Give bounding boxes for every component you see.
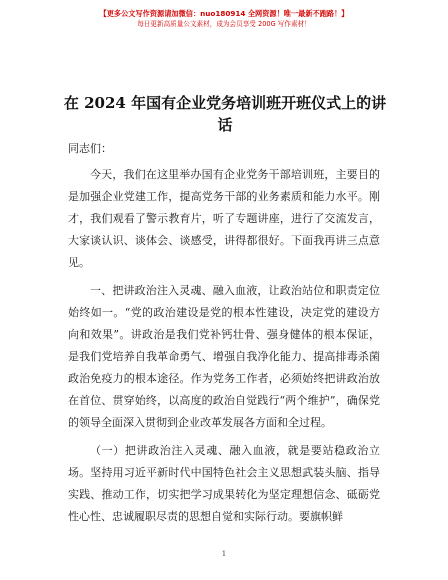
salutation: 同志们：: [68, 142, 112, 155]
promo-banner-line-2: 每日更新高质量公文素材，成为会员享受 200G 写作素材！: [137, 20, 311, 28]
document-title: 在 2024 年国有企业党务培训班开班仪式上的讲话: [63, 94, 387, 134]
promo-banner: [0, 8, 448, 30]
document-body: [68, 138, 380, 534]
paragraph-section-one: 一、把讲政治注入灵魂、融入血液，让政治站位和职责定位始终如一。“党的政治建设是党的根本性建设，决定党的建设方向和效果”。讲政治是我们党补钙壮骨、强身健体的根本保证，是我们党培养自我革命勇气、增强自我净化能力、提高排毒杀菌政治免疫力的根本途径。作为党务工作者，必须始终把讲政治放在首位、贯穿始终，以高度的政治自觉践行“两个维护”，确保党的领导全面深入贯彻到企业改革发展各方面和全过程。: [68, 284, 380, 429]
paragraph-subsection-one: （一）把讲政治注入灵魂、融入血液，就是要站稳政治立场。坚持用习近平新时代中国特色社会主义思想武装头脑、指导实践、推动工作，切实把学习成果转化为坚定理想信念、砥砺党性心性、忠诚履职尽责的思想自觉和实际行动。要旗帜鲜: [68, 444, 380, 523]
paragraph-intro: 今天，我们在这里举办国有企业党务干部培训班，主要目的是加强企业党建工作，提高党务干部的业务素质和能力水平。刚才，我们观看了警示教育片，听了专题讲座，进行了交流发言，大家谈认识、谈体会、谈感受，讲得都很好。下面我再讲三点意见。: [68, 168, 380, 269]
promo-banner-line-1: 【更多公文写作资源请加微信：nuo180914 全网资源！唯一最新不跑路！】: [99, 9, 349, 18]
page-number: 1: [221, 550, 227, 558]
